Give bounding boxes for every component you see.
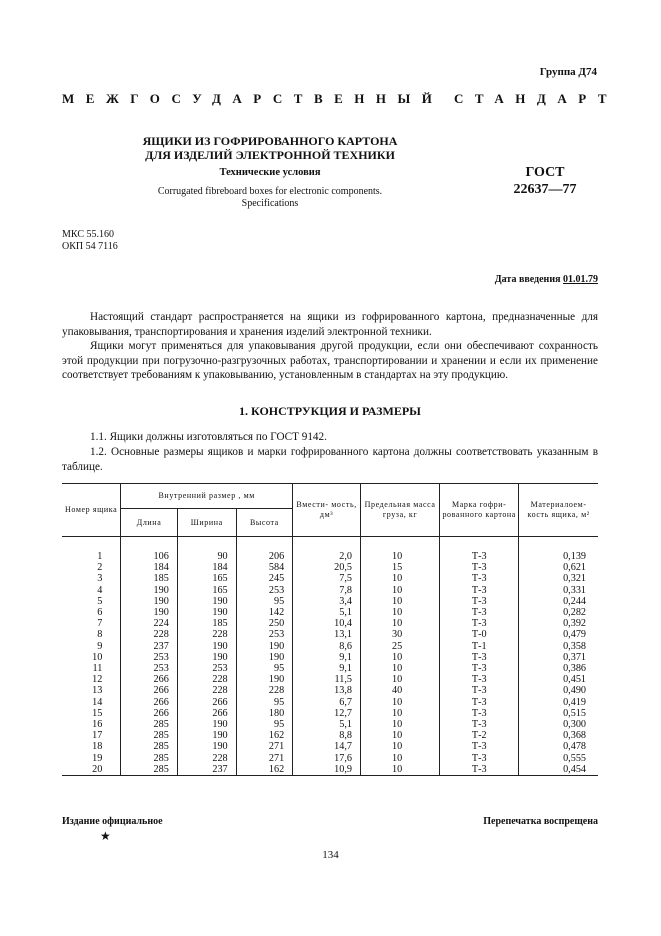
- cell-material: 0,282: [519, 607, 598, 618]
- cell-length: 266: [121, 674, 178, 685]
- official-edition: Издание официальное: [62, 816, 163, 827]
- cell-length: 184: [121, 562, 178, 573]
- cell-length: 237: [121, 641, 178, 652]
- cell-length: 285: [121, 719, 178, 730]
- cell-grade: Т-3: [440, 685, 519, 696]
- cell-height: 228: [236, 685, 293, 696]
- table-row: [62, 551, 598, 562]
- cell-material: 0,244: [519, 596, 598, 607]
- cell-height: 250: [236, 618, 293, 629]
- cell-height: 584: [236, 562, 293, 573]
- cell-max-load: 15: [361, 562, 440, 573]
- cell-capacity: 10,9: [293, 764, 361, 776]
- cell-length: 266: [121, 685, 178, 696]
- cell-width: 190: [177, 652, 236, 663]
- table-row: [62, 573, 598, 584]
- cell-grade: Т-3: [440, 753, 519, 764]
- cell-grade: Т-3: [440, 663, 519, 674]
- cell-number: 8: [97, 629, 103, 641]
- cell-width: 237: [177, 764, 236, 776]
- cell-capacity: 10,4: [293, 618, 361, 629]
- table-row: [62, 596, 598, 607]
- cell-material: 0,490: [519, 685, 598, 696]
- cell-number: 3: [97, 573, 103, 585]
- table-row: [62, 719, 598, 730]
- cell-capacity: 14,7: [293, 741, 361, 752]
- header-material: Материалоем- кость ящика, м²: [519, 484, 598, 537]
- cell-material: 0,386: [519, 663, 598, 674]
- cell-grade: Т-3: [440, 708, 519, 719]
- table-row: [62, 674, 598, 685]
- cell-grade: Т-3: [440, 562, 519, 573]
- cell-number: 18: [92, 741, 103, 753]
- cell-material: 0,392: [519, 618, 598, 629]
- english-title-2: Specifications: [241, 198, 299, 209]
- cell-width: 266: [177, 708, 236, 719]
- cell-width: 165: [177, 585, 236, 596]
- cell-height: 271: [236, 753, 293, 764]
- cell-height: 162: [236, 730, 293, 741]
- header-inner-size: Внутренний размер , мм: [121, 484, 293, 509]
- cell-height: 95: [236, 596, 293, 607]
- cell-number: 1: [97, 551, 103, 562]
- clause-1-2: 1.2. Основные размеры ящиков и марки гофрированного картона должны соответствовать указанным в таблице.: [62, 446, 598, 473]
- cell-capacity: 11,5: [293, 674, 361, 685]
- cell-capacity: 2,0: [293, 551, 361, 562]
- gost-label: ГОСТ: [525, 165, 565, 180]
- section-title: 1. КОНСТРУКЦИЯ И РАЗМЕРЫ: [239, 404, 421, 418]
- cell-material: 0,621: [519, 562, 598, 573]
- cell-capacity: 3,4: [293, 596, 361, 607]
- header-width: Ширина: [177, 509, 236, 537]
- table-row: [62, 562, 598, 573]
- intro-date-value: 01.01.79: [563, 274, 598, 285]
- cell-max-load: 25: [361, 641, 440, 652]
- table-row: [62, 697, 598, 708]
- cell-width: 184: [177, 562, 236, 573]
- cell-material: 0,419: [519, 697, 598, 708]
- intro-date-label: Дата введения: [494, 274, 561, 285]
- table-row: [62, 730, 598, 741]
- cell-number: 17: [92, 730, 103, 742]
- cell-length: 224: [121, 618, 178, 629]
- cell-material: 0,300: [519, 719, 598, 730]
- cell-max-load: 10: [361, 753, 440, 764]
- header-capacity: Вмести- мость, дм³: [293, 484, 361, 537]
- cell-length: 266: [121, 708, 178, 719]
- title-line-1: ЯЩИКИ ИЗ ГОФРИРОВАННОГО КАРТОНА: [142, 134, 398, 148]
- cell-capacity: 7,8: [293, 585, 361, 596]
- cell-material: 0,371: [519, 652, 598, 663]
- cell-max-load: 10: [361, 730, 440, 741]
- table-row: [62, 663, 598, 674]
- cell-capacity: 8,6: [293, 641, 361, 652]
- cell-grade: Т-3: [440, 674, 519, 685]
- cell-material: 0,331: [519, 585, 598, 596]
- cell-height: 253: [236, 585, 293, 596]
- cell-material: 0,139: [519, 551, 598, 562]
- paragraph-application: Ящики могут применяться для упаковывания другой продукции, если они обеспечивают сохранность этой продукции при погрузочно-разгрузочных работах, транспортировании и хранении и если их применение соответствует требованиям к упаковыванию, установленным в стандартах на эту продукцию.: [62, 340, 598, 381]
- group-code: Группа Д74: [539, 66, 597, 78]
- cell-width: 190: [177, 607, 236, 618]
- table-row: [62, 753, 598, 764]
- cell-max-load: 10: [361, 551, 440, 562]
- cell-max-load: 10: [361, 585, 440, 596]
- cell-height: 206: [236, 551, 293, 562]
- cell-width: 228: [177, 674, 236, 685]
- cell-height: 95: [236, 697, 293, 708]
- cell-grade: Т-3: [440, 618, 519, 629]
- cell-number: 16: [92, 719, 103, 731]
- cell-length: 285: [121, 741, 178, 752]
- cell-number: 11: [92, 663, 103, 675]
- cell-max-load: 40: [361, 685, 440, 696]
- cell-max-load: 30: [361, 629, 440, 640]
- cell-capacity: 13,1: [293, 629, 361, 640]
- cell-max-load: 10: [361, 607, 440, 618]
- cell-grade: Т-3: [440, 764, 519, 776]
- header-grade: Марка гофри- рованного картона: [440, 484, 519, 537]
- cell-grade: Т-3: [440, 573, 519, 584]
- cell-max-load: 10: [361, 652, 440, 663]
- cell-length: 190: [121, 596, 178, 607]
- cell-capacity: 17,6: [293, 753, 361, 764]
- cell-number: 4: [97, 584, 103, 596]
- cell-grade: Т-3: [440, 719, 519, 730]
- cell-width: 228: [177, 685, 236, 696]
- cell-height: 245: [236, 573, 293, 584]
- cell-width: 228: [177, 753, 236, 764]
- cell-grade: Т-3: [440, 596, 519, 607]
- cell-number: 14: [92, 696, 103, 708]
- cell-max-load: 10: [361, 663, 440, 674]
- header-height: Высота: [236, 509, 293, 537]
- cell-width: 190: [177, 730, 236, 741]
- cell-height: 95: [236, 719, 293, 730]
- table-row: [62, 741, 598, 752]
- cell-length: 190: [121, 607, 178, 618]
- cell-grade: Т-1: [440, 641, 519, 652]
- cell-max-load: 10: [361, 719, 440, 730]
- cell-material: 0,555: [519, 753, 598, 764]
- cell-material: 0,368: [519, 730, 598, 741]
- cell-max-load: 10: [361, 573, 440, 584]
- table-row: [62, 641, 598, 652]
- cell-width: 165: [177, 573, 236, 584]
- cell-capacity: 7,5: [293, 573, 361, 584]
- cell-length: 285: [121, 753, 178, 764]
- cell-height: 95: [236, 663, 293, 674]
- cell-grade: Т-3: [440, 607, 519, 618]
- cell-capacity: 12,7: [293, 708, 361, 719]
- cell-number: 20: [92, 763, 103, 775]
- cell-width: 90: [177, 551, 236, 562]
- okp-code: ОКП 54 7116: [62, 241, 118, 252]
- cell-length: 285: [121, 764, 178, 776]
- header-length: Длина: [121, 509, 178, 537]
- english-title-1: Corrugated fibreboard boxes for electronic components.: [157, 186, 383, 197]
- cell-number: 15: [92, 707, 103, 719]
- table-row: [62, 607, 598, 618]
- clause-1-1: 1.1. Ящики должны изготовляться по ГОСТ 9142.: [90, 431, 327, 443]
- cell-width: 266: [177, 697, 236, 708]
- cell-length: 285: [121, 730, 178, 741]
- cell-height: 190: [236, 641, 293, 652]
- cell-number: 5: [97, 595, 103, 607]
- cell-material: 0,515: [519, 708, 598, 719]
- table-row: [62, 708, 598, 719]
- page-number: 134: [322, 849, 339, 861]
- cell-material: 0,358: [519, 641, 598, 652]
- title-line-2: ДЛЯ ИЗДЕЛИЙ ЭЛЕКТРОННОЙ ТЕХНИКИ: [145, 148, 395, 162]
- banner-interstate: МЕЖГОСУДАРСТВЕННЫЙ: [62, 91, 444, 106]
- cell-max-load: 10: [361, 618, 440, 629]
- cell-max-load: 10: [361, 697, 440, 708]
- cell-width: 190: [177, 641, 236, 652]
- cell-height: 271: [236, 741, 293, 752]
- cell-number: 6: [97, 607, 103, 619]
- cell-grade: Т-2: [440, 730, 519, 741]
- cell-max-load: 10: [361, 708, 440, 719]
- cell-width: 228: [177, 629, 236, 640]
- reprint-prohibited: Перепечатка воспрещена: [483, 816, 598, 827]
- paragraph-scope: Настоящий стандарт распространяется на ящики из гофрированного картона, предназначенные для упаковывания, транспортирования и хранения изделий электронной техники.: [62, 311, 598, 338]
- cell-capacity: 13,8: [293, 685, 361, 696]
- cell-capacity: 9,1: [293, 652, 361, 663]
- table-row: [62, 764, 598, 776]
- cell-max-load: 10: [361, 764, 440, 776]
- cell-material: 0,478: [519, 741, 598, 752]
- cell-width: 253: [177, 663, 236, 674]
- cell-capacity: 20,5: [293, 562, 361, 573]
- cell-number: 7: [97, 618, 103, 630]
- cell-length: 253: [121, 663, 178, 674]
- cell-grade: Т-3: [440, 551, 519, 562]
- cell-number: 9: [97, 640, 103, 652]
- cell-number: 12: [92, 674, 103, 686]
- cell-grade: Т-3: [440, 741, 519, 752]
- banner-standard: СТАНДАРТ: [454, 91, 619, 106]
- table-row: [62, 618, 598, 629]
- cell-height: 180: [236, 708, 293, 719]
- table-row: [62, 629, 598, 640]
- cell-max-load: 10: [361, 674, 440, 685]
- cell-material: 0,321: [519, 573, 598, 584]
- cell-capacity: 5,1: [293, 607, 361, 618]
- table-row: [62, 652, 598, 663]
- header-max-load: Предельная масса груза, кг: [361, 484, 440, 537]
- cell-length: 190: [121, 585, 178, 596]
- cell-height: 162: [236, 764, 293, 776]
- cell-capacity: 6,7: [293, 697, 361, 708]
- cell-height: 142: [236, 607, 293, 618]
- cell-max-load: 10: [361, 596, 440, 607]
- table-row: [62, 685, 598, 696]
- cell-width: 190: [177, 719, 236, 730]
- cell-grade: Т-0: [440, 629, 519, 640]
- cell-length: 228: [121, 629, 178, 640]
- cell-number: 2: [97, 562, 103, 574]
- cell-capacity: 9,1: [293, 663, 361, 674]
- cell-material: 0,479: [519, 629, 598, 640]
- cell-grade: Т-3: [440, 652, 519, 663]
- cell-number: 19: [92, 752, 103, 764]
- cell-width: 185: [177, 618, 236, 629]
- tech-conditions: Технические условия: [219, 167, 321, 178]
- cell-grade: Т-3: [440, 585, 519, 596]
- cell-grade: Т-3: [440, 697, 519, 708]
- cell-length: 106: [121, 551, 178, 562]
- intro-date: [495, 274, 598, 285]
- cell-number: 10: [92, 651, 103, 663]
- star-icon: ★: [100, 829, 111, 843]
- cell-length: 185: [121, 573, 178, 584]
- dimensions-table: [62, 483, 598, 776]
- cell-width: 190: [177, 741, 236, 752]
- cell-max-load: 10: [361, 741, 440, 752]
- mks-code: МКС 55.160: [62, 229, 114, 240]
- cell-capacity: 8,8: [293, 730, 361, 741]
- cell-height: 190: [236, 674, 293, 685]
- cell-length: 266: [121, 697, 178, 708]
- cell-number: 13: [92, 685, 103, 697]
- cell-length: 253: [121, 652, 178, 663]
- header-number: Номер ящика: [62, 484, 121, 537]
- cell-material: 0,454: [519, 764, 598, 776]
- gost-number: 22637—77: [513, 182, 577, 197]
- cell-height: 190: [236, 652, 293, 663]
- cell-capacity: 5,1: [293, 719, 361, 730]
- table-row: [62, 585, 598, 596]
- cell-material: 0,451: [519, 674, 598, 685]
- cell-height: 253: [236, 629, 293, 640]
- cell-width: 190: [177, 596, 236, 607]
